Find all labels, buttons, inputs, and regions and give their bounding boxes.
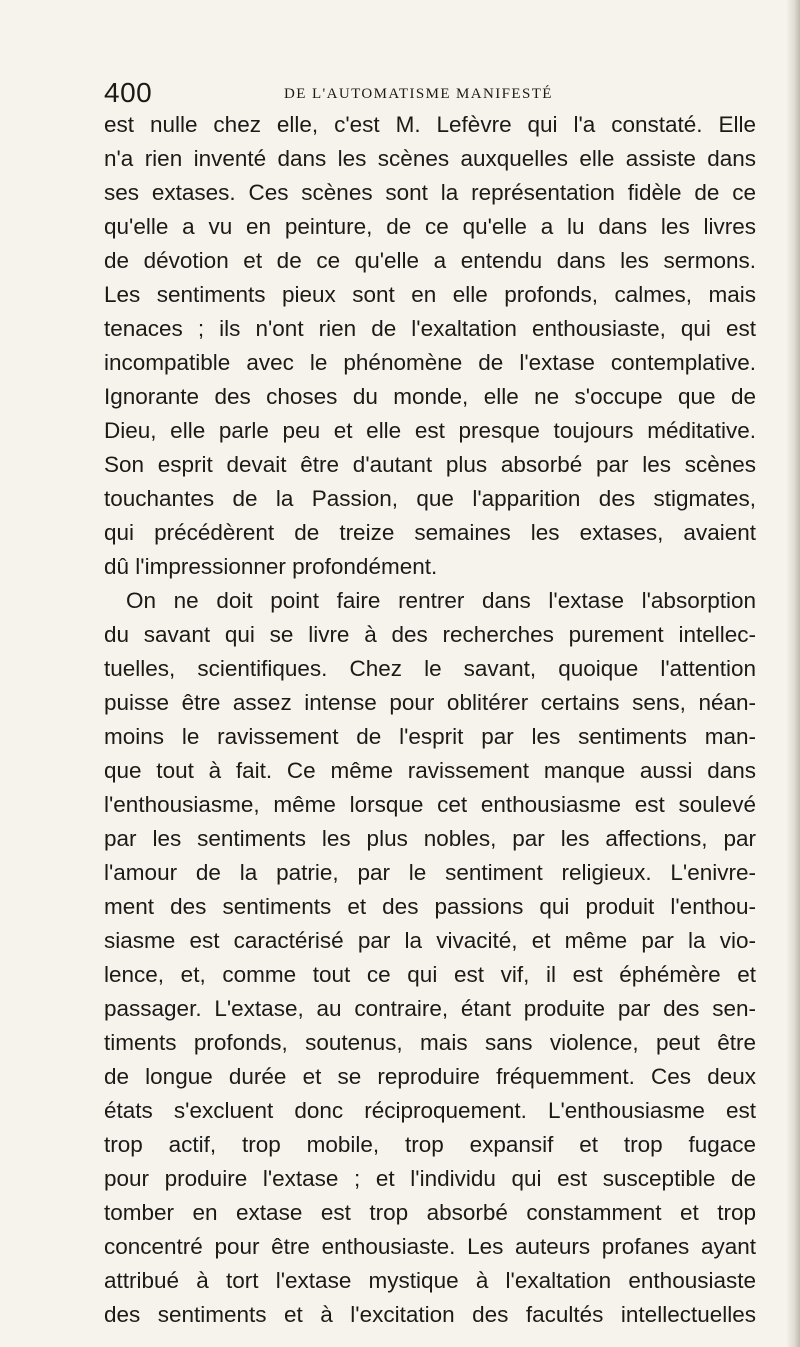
text-line: concentré pour être enthousiaste. Les auteurs profanes ayant xyxy=(104,1234,756,1259)
text-line: que tout à fait. Ce même ravissement manque aussi dans xyxy=(104,758,756,783)
text-line: lence, et, comme tout ce qui est vif, il est éphémère et xyxy=(104,962,756,987)
text-line: touchantes de la Passion, que l'apparition des stigmates, xyxy=(104,486,756,511)
text-line: tuelles, scientifiques. Chez le savant, quoique l'attention xyxy=(104,656,756,681)
text-line: incompatible avec le phénomène de l'extase contemplative. xyxy=(104,350,756,375)
text-line: Son esprit devait être d'autant plus absorbé par les scènes xyxy=(104,452,756,477)
text-line: Les sentiments pieux sont en elle profonds, calmes, mais xyxy=(104,282,756,307)
text-line: n'a rien inventé dans les scènes auxquelles elle assiste dans xyxy=(104,146,756,171)
text-line: siasme est caractérisé par la vivacité, et même par la vio- xyxy=(104,928,756,953)
text-line: qui précédèrent de treize semaines les extases, avaient xyxy=(104,520,756,545)
text-line: de dévotion et de ce qu'elle a entendu dans les sermons. xyxy=(104,248,756,273)
text-line: des sentiments et à l'excitation des facultés intellectuelles xyxy=(104,1302,756,1327)
text-line: ses extases. Ces scènes sont la représentation fidèle de ce xyxy=(104,180,756,205)
text-line: états s'excluent donc réciproquement. L'enthousiasme est xyxy=(104,1098,756,1123)
text-line: de longue durée et se reproduire fréquemment. Ces deux xyxy=(104,1064,756,1089)
text-line: qu'elle a vu en peinture, de ce qu'elle a lu dans les livres xyxy=(104,214,756,239)
text-line: du savant qui se livre à des recherches purement intellec- xyxy=(104,622,756,647)
text-line-paragraph-end: dû l'impressionner profondément. xyxy=(104,554,438,579)
body-text xyxy=(104,108,756,1332)
text-line: moins le ravissement de l'esprit par les sentiments man- xyxy=(104,724,756,749)
text-line: est nulle chez elle, c'est M. Lefèvre qui l'a constaté. Elle xyxy=(104,112,756,137)
running-head xyxy=(104,76,794,112)
text-line: Ignorante des choses du monde, elle ne s'occupe que de xyxy=(104,384,756,409)
text-line: l'enthousiasme, même lorsque cet enthousiasme est soulevé xyxy=(104,792,756,817)
text-line: ment des sentiments et des passions qui produit l'enthou- xyxy=(104,894,756,919)
text-line: l'amour de la patrie, par le sentiment religieux. L'enivre- xyxy=(104,860,756,885)
text-line: par les sentiments les plus nobles, par les affections, par xyxy=(104,826,756,851)
running-title: DE L'AUTOMATISME MANIFESTÉ xyxy=(284,86,553,102)
text-line: Dieu, elle parle peu et elle est presque toujours méditative. xyxy=(104,418,756,443)
page-number: 400 xyxy=(104,77,153,108)
text-line: attribué à tort l'extase mystique à l'exaltation enthousiaste xyxy=(104,1268,756,1293)
page-edge-shadow xyxy=(786,0,800,1347)
text-line: timents profonds, soutenus, mais sans violence, peut être xyxy=(104,1030,756,1055)
text-line: passager. L'extase, au contraire, étant produite par des sen- xyxy=(104,996,756,1021)
text-line: pour produire l'extase ; et l'individu qui est susceptible de xyxy=(104,1166,756,1191)
text-line: trop actif, trop mobile, trop expansif et trop fugace xyxy=(104,1132,756,1157)
text-line: tomber en extase est trop absorbé constamment et trop xyxy=(104,1200,756,1225)
text-line: tenaces ; ils n'ont rien de l'exaltation enthousiaste, qui est xyxy=(104,316,756,341)
text-line: puisse être assez intense pour oblitérer certains sens, néan- xyxy=(104,690,756,715)
text-line-paragraph-start: On ne doit point faire rentrer dans l'extase l'absorption xyxy=(126,588,756,613)
